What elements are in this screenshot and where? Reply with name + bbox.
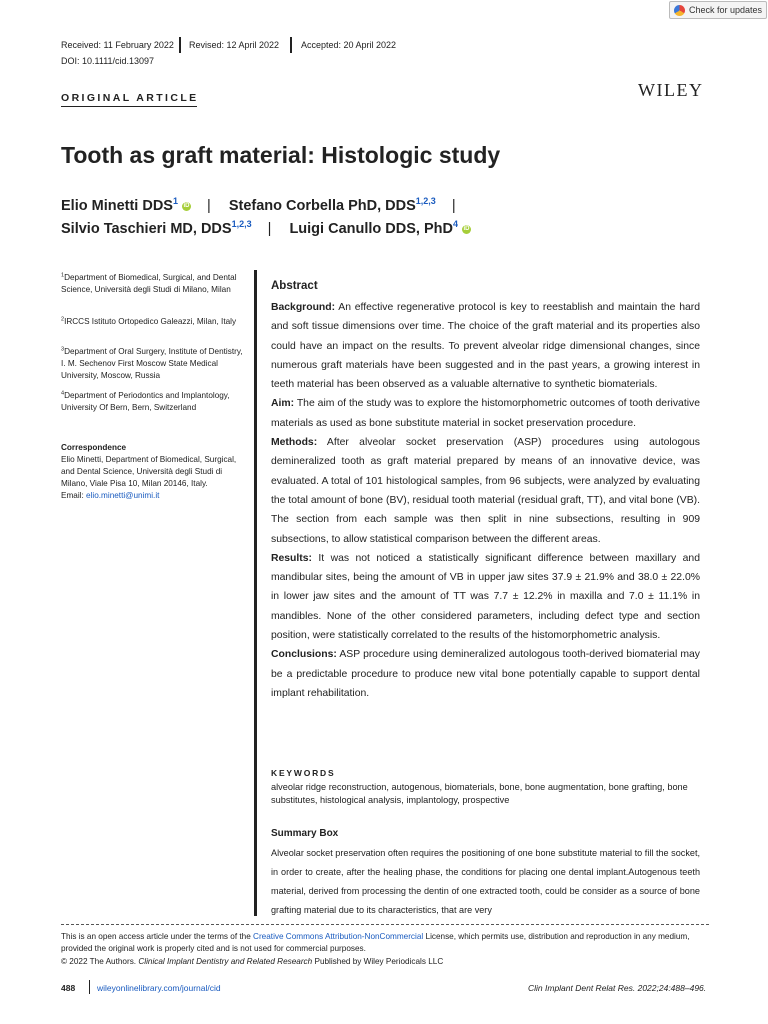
summary-heading: Summary Box: [271, 828, 339, 839]
affiliation: $^4$Department of Periodontics and Implantology, University Of Bern, Bern, Switzerland: [61, 390, 230, 412]
license-link[interactable]: Creative Commons Attribution-NonCommercial: [253, 932, 424, 941]
author-affiliation-sup: 1,2,3: [415, 196, 436, 207]
correspondence-heading: Correspondence: [61, 443, 127, 452]
received-date: Received: 11 February 2022: [61, 40, 174, 50]
article-type-underline: [61, 106, 197, 107]
keywords-text: alveolar ridge reconstruction, autogenous, biomaterials, bone, bone augmentation, bone grafting, bone substitutes, histological analysis, implantology, prospective: [271, 782, 688, 805]
wiley-logo: WILEY: [638, 80, 704, 100]
copyright: © 2022 The Authors. Clinical Implant Dentistry and Related Research Published by Wiley Periodicals LLC: [61, 957, 444, 966]
affiliation: $^1$Department of Biomedical, Surgical, and Dental Science, Università degli Studi di Milano, Milan: [61, 272, 237, 294]
author-affiliation-sup: 1,2,3: [231, 219, 252, 230]
footer-divider: [89, 980, 90, 994]
affiliation: $^2$IRCCS Istituto Ortopedico Galeazzi, Milan, Italy: [61, 316, 237, 326]
footer-divider: [61, 924, 709, 925]
header-divider: [290, 37, 292, 53]
author-separator: |: [451, 198, 456, 214]
header-divider: [179, 37, 181, 53]
accepted-date: Accepted: 20 April 2022: [301, 40, 397, 50]
author-affiliation-sup: 1: [172, 196, 178, 207]
correspondence-text: Elio Minetti, Department of Biomedical, Surgical, and Dental Science, Università degli Studi di Milano, Viale Pisa 10, Milan 20146, Italy.: [61, 455, 237, 488]
update-badge-icon: [674, 5, 685, 16]
journal-url[interactable]: wileyonlinelibrary.com/journal/cid: [97, 983, 221, 993]
abstract-heading: Abstract: [271, 280, 318, 292]
author-name: Elio Minetti DDS: [61, 198, 173, 214]
abstract-body: Background: An effective regenerative protocol is key to reestablish and maintain the hard and soft tissue dimensions over time. The choice of the graft material and its properties also could have an impact on the results. To prevent alveolar ridge dimensional changes, since numerous graft materials have been suggested and in the past years, a growing interest in teeth material has been observed as a valuable alternative to synthetic biomaterials. Aim: The aim of the study was to explore the histomorphometric outcomes of tooth derivative materials as used as bone substitute material in socket preservation procedure. Methods: After alveolar socket preservation (ASP) procedures using autologous demineralized tooth as graft material prepared by means of an innovative device, was evaluated. A total of 101 histological samples, from 96 subjects, were analyzed by evaluating the total amount of bone (BV), residual tooth material (residual graft, TT), and vital bone (VB). The section from each sample was then split in nine subsections, resulting in 909 subsections, to allow statistical comparison between the different areas. Results: It was not noticed a statistically significant difference between maxillary and mandibular sites, being the amount of VB in upper jaw sites 37.9 ± 21.9% and 38.0 ± 22.0% in lower jaw sites and the amount of TT was 7.7 ± 12.2% in maxilla and 7.0 ± 11.1% in mandibles. None of the other considered parameters, including defect type and section position, were statistically correlated to the results of the histomorphometric analysis. Conclusions: ASP procedure using demineralized autologous tooth-derived biomaterial may be a predictable procedure to produce new vital bone potentially capable to support dental implant rehabilitation.: [271, 302, 700, 699]
author-separator: |: [267, 221, 272, 237]
article-title: Tooth as graft material: Histologic study: [61, 142, 501, 168]
author-separator: |: [207, 198, 211, 214]
check-for-updates-button[interactable]: [669, 1, 767, 19]
author-affiliation-sup: 4: [452, 219, 458, 230]
affiliation: $^3$Department of Oral Surgery, Institute of Dentistry, I. M. Sechenov First Moscow State Medical University, Moscow, Russia: [61, 346, 243, 380]
page-number: 488: [61, 983, 76, 993]
author-line-1: [61, 198, 456, 214]
license-notice: This is an open access article under the terms of the Creative Commons Attribution-NonCommercial License, which permits use, distribution and reproduction in any medium, provided the original work is properly cited and is not used for commercial purposes.: [61, 932, 690, 953]
author-name: Silvio Taschieri MD, DDS: [61, 221, 232, 237]
revised-date: Revised: 12 April 2022: [189, 40, 280, 50]
check-updates-label: Check for updates: [689, 5, 763, 15]
article-type: ORIGINAL ARTICLE: [61, 92, 199, 104]
author-name: Luigi Canullo DDS, PhD: [289, 221, 453, 237]
email-link[interactable]: elio.minetti@unimi.it: [86, 491, 160, 500]
abstract-rule: [254, 270, 257, 916]
orcid-icon[interactable]: iD: [183, 202, 190, 209]
correspondence: [61, 442, 243, 502]
citation: Clin Implant Dent Relat Res. 2022;24:488–496.: [528, 983, 707, 993]
doi[interactable]: DOI: 10.1111/cid.13097: [61, 56, 155, 66]
author-line-2: [61, 221, 471, 237]
keywords-heading: KEYWORDS: [271, 768, 336, 778]
correspondence-email-line: Email: elio.minetti@unimi.it: [61, 491, 160, 500]
orcid-icon[interactable]: iD: [463, 225, 470, 232]
author-name: Stefano Corbella PhD, DDS: [228, 198, 416, 214]
summary-text: Alveolar socket preservation often requires the positioning of one bone substitute material to fill the socket, in order to create, after the healing phase, the conditions for placing one dental implant.Autogenous teeth material, derived from processing the dentin of one extracted tooth, could be consider as a source of bone grafting material due to its characteristics, that are very: [271, 848, 700, 915]
